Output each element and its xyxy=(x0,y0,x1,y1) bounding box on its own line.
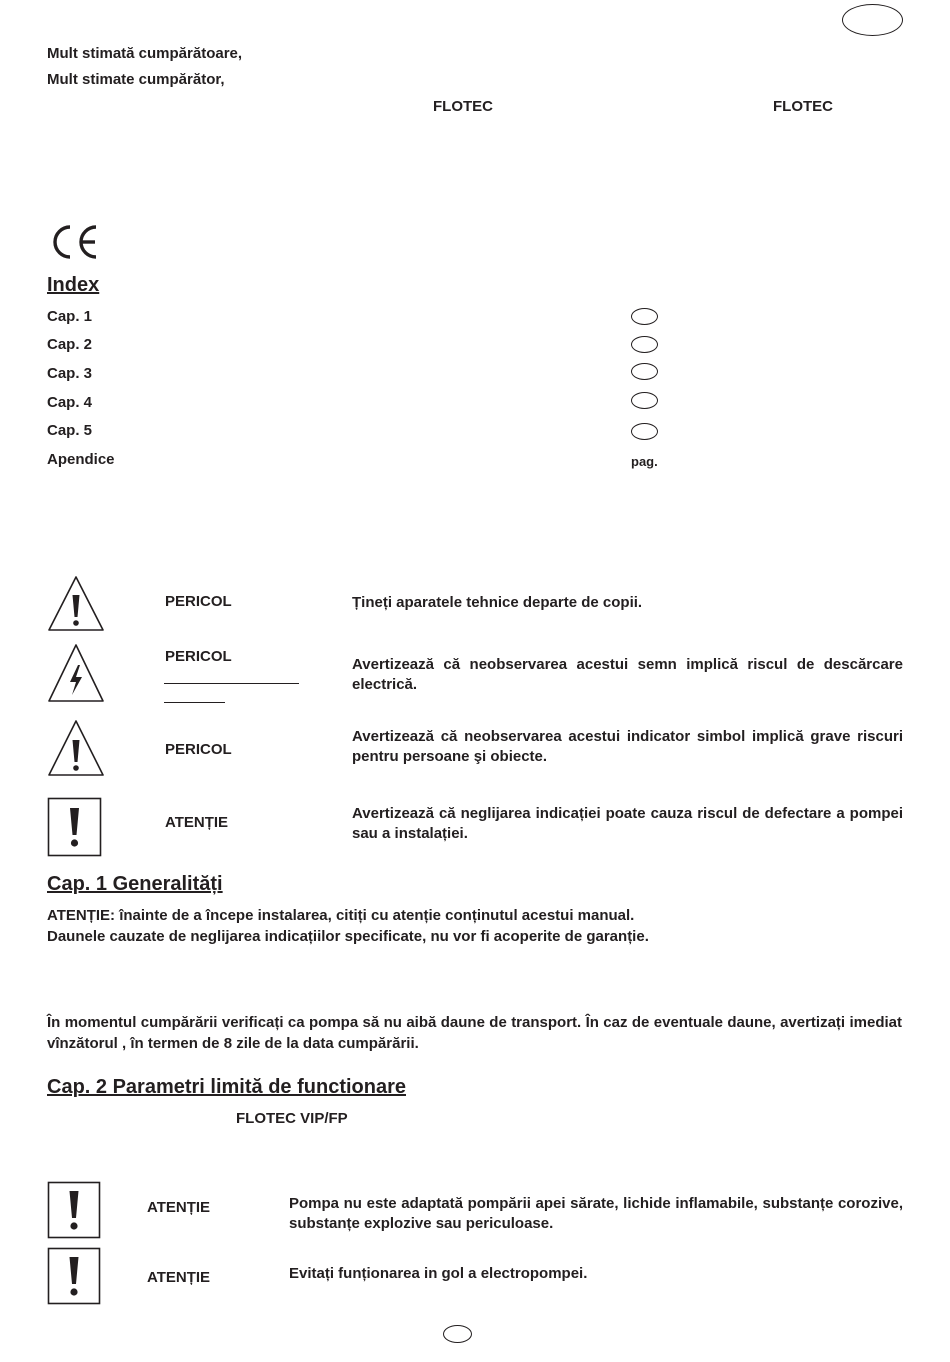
symbol-description: Țineți aparatele tehnice departe de copii. xyxy=(352,594,643,611)
index-item-cap3: Cap. 3 xyxy=(47,365,93,382)
cap2-model: FLOTEC VIP/FP xyxy=(236,1110,348,1127)
page-number-oval xyxy=(631,392,658,409)
page-number-oval xyxy=(631,363,658,380)
page-number-oval xyxy=(631,308,658,325)
index-item-cap4: Cap. 4 xyxy=(47,394,93,411)
brand-name-1: FLOTEC xyxy=(433,98,493,115)
symbol-label-pericol: PERICOL xyxy=(165,741,232,758)
attention-square-icon xyxy=(47,1247,101,1305)
warning-triangle-icon xyxy=(47,719,105,777)
symbol-description: Avertizează că neobservarea acestui indicator simbol implică grave riscuri pentru persoane şi obiecte. xyxy=(352,728,903,765)
underline-rule xyxy=(164,702,225,703)
page-number-oval xyxy=(443,1325,472,1343)
language-badge xyxy=(842,4,903,36)
cap1-warranty-line: Daunele cauzate de neglijarea indicațiilor specificate, nu vor fi acoperite de garanție. xyxy=(47,928,649,945)
cap2-warning-text: Pompa nu este adaptată pompării apei sărate, lichide inflamabile, substanțe corozive, substanțe explozive sau periculoase. xyxy=(289,1195,903,1232)
ce-mark-icon xyxy=(50,224,102,260)
cap2-warning-label: ATENȚIE xyxy=(147,1269,211,1286)
cap2-warning-label: ATENȚIE xyxy=(147,1199,211,1216)
index-item-apendice: Apendice xyxy=(47,451,115,468)
symbol-description: Avertizează că neglijarea indicației poate cauza riscul de defectare a pompei sau a instalației. xyxy=(352,805,903,842)
page-label: pag. xyxy=(631,454,658,469)
greeting-line-2: Mult stimate cumpărător, xyxy=(47,71,225,88)
electric-hazard-icon xyxy=(47,643,105,703)
cap1-transport-paragraph: În momentul cumpărării verificați ca pompa să nu aibă daune de transport. În caz de eventuale daune, avertizați imediat vînzătorul , în termen de 8 zile de la data cumpărării. xyxy=(47,1014,902,1052)
index-item-cap2: Cap. 2 xyxy=(47,336,93,353)
page-number-oval xyxy=(631,336,658,353)
page-number-oval xyxy=(631,423,658,440)
cap2-title: Cap. 2 Parametri limită de functionare xyxy=(47,1076,406,1098)
cap1-attention-line: ATENȚIE: înainte de a începe instalarea, citiți cu atenție conținutul acestui manual. xyxy=(47,907,635,924)
underline-rule xyxy=(164,683,299,684)
cap2-warning-text: Evitați funționarea in gol a electropompei. xyxy=(289,1265,588,1282)
attention-square-icon xyxy=(47,797,102,857)
attention-square-icon xyxy=(47,1181,101,1239)
cap1-title: Cap. 1 Generalități xyxy=(47,873,223,895)
symbol-label-atentie: ATENȚIE xyxy=(165,814,229,831)
symbol-label-pericol: PERICOL xyxy=(165,648,232,665)
symbol-description: Avertizează că neobservarea acestui semn implică riscul de descărcare electrică. xyxy=(352,656,903,693)
symbol-label-pericol: PERICOL xyxy=(165,593,232,610)
greeting-line-1: Mult stimată cumpărătoare, xyxy=(47,45,243,62)
warning-triangle-icon xyxy=(47,575,105,632)
index-item-cap5: Cap. 5 xyxy=(47,422,93,439)
brand-name-2: FLOTEC xyxy=(773,98,833,115)
index-item-cap1: Cap. 1 xyxy=(47,308,93,325)
index-title: Index xyxy=(47,274,100,296)
